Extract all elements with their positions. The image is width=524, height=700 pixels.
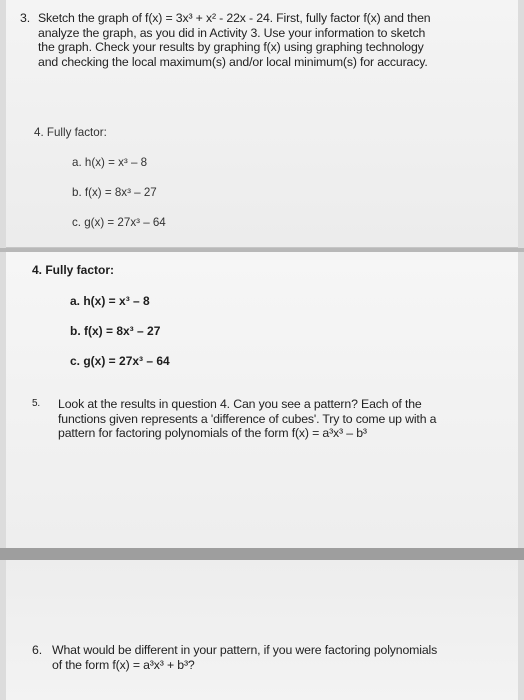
question-4c-faint: c. g(x) = 27x³ – 64 bbox=[72, 216, 166, 229]
question-5-text bbox=[58, 397, 436, 441]
question-panel-bottom bbox=[6, 560, 518, 700]
question-4a: a. h(x) = x³ – 8 bbox=[70, 294, 150, 308]
question-3-text bbox=[38, 11, 430, 69]
question-4a-faint: a. h(x) = x³ – 8 bbox=[72, 156, 148, 169]
question-5-line: Look at the results in question 4. Can you see a pattern? Each of the bbox=[58, 397, 422, 411]
question-6-line: of the form f(x) = a³x³ + b³? bbox=[52, 657, 195, 672]
question-4b: b. f(x) = 8x³ – 27 bbox=[70, 324, 161, 338]
question-3-line: analyze the graph, as you did in Activity 3. Use your information to sketch bbox=[38, 25, 426, 40]
question-6-text bbox=[52, 643, 437, 672]
question-5-number: 5. bbox=[32, 398, 41, 409]
question-panel-top bbox=[6, 0, 518, 248]
question-panel-middle bbox=[6, 252, 518, 548]
question-3-line: the graph. Check your results by graphing f(x) using graphing technology bbox=[38, 40, 424, 54]
question-3-line: and checking the local maximum(s) and/or local minimum(s) for accuracy. bbox=[38, 54, 428, 69]
panel-divider bbox=[0, 548, 524, 560]
question-5-line: pattern for factoring polynomials of the form f(x) = a³x³ – b³ bbox=[58, 426, 367, 440]
question-3-number: 3. bbox=[20, 11, 30, 25]
question-6-number: 6. bbox=[32, 643, 42, 657]
question-5-line: functions given represents a 'difference of cubes'. Try to come up with a bbox=[58, 411, 437, 426]
question-6-line: What would be different in your pattern, if you were factoring polynomials bbox=[52, 643, 438, 657]
question-3-line: Sketch the graph of f(x) = 3x³ + x² - 22x - 24. First, fully factor f(x) and then bbox=[38, 11, 431, 25]
question-4c: c. g(x) = 27x³ – 64 bbox=[70, 354, 170, 368]
question-4b-faint: b. f(x) = 8x³ – 27 bbox=[72, 186, 157, 199]
question-4-title-faint: 4. Fully factor: bbox=[34, 126, 107, 139]
question-4-title: 4. Fully factor: bbox=[32, 263, 115, 277]
